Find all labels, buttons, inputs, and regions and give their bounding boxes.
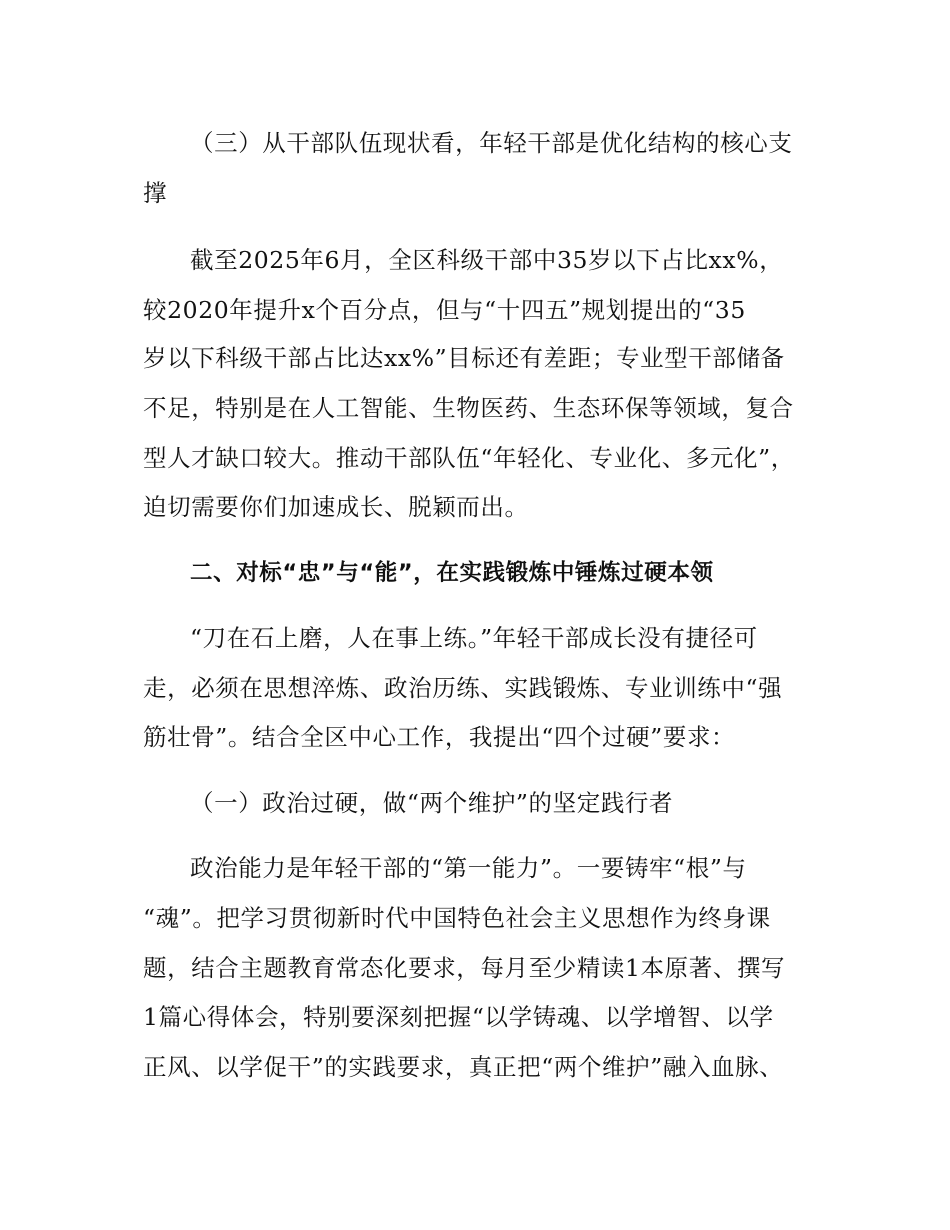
political-paragraph-line-5: 正风、以学促干”的实践要求，真正把“两个维护”融入血脉、 bbox=[143, 1053, 784, 1081]
status-paragraph-line-3: 岁以下科级干部占比达xx%”目标还有差距；专业型干部储备 bbox=[143, 344, 785, 372]
political-paragraph-line-4: 1篇心得体会，特别要深刻把握“以学铸魂、以学增智、以学 bbox=[143, 1003, 774, 1031]
subsection-1-heading: （一）政治过硬，做“两个维护”的坚定践行者 bbox=[190, 789, 674, 817]
political-paragraph-line-1: 政治能力是年轻干部的“第一能力”。一要铸牢“根”与 bbox=[190, 854, 747, 882]
political-paragraph-line-2: “魂”。把学习贯彻新时代中国特色社会主义思想作为终身课 bbox=[143, 904, 771, 932]
intro-paragraph-line-2: 走，必须在思想淬炼、政治历练、实践锻炼、专业训练中“强 bbox=[143, 674, 783, 702]
status-paragraph-line-5: 型人才缺口较大。推动干部队伍“年轻化、专业化、多元化”， bbox=[143, 444, 795, 472]
status-paragraph-line-2: 较2020年提升x个百分点，但与“十四五”规划提出的“35 bbox=[143, 296, 746, 324]
status-paragraph-line-4: 不足，特别是在人工智能、生物医药、生态环保等领域，复合 bbox=[143, 394, 794, 422]
section-3-heading-line-2: 撑 bbox=[143, 179, 168, 207]
intro-paragraph-line-3: 筋壮骨”。结合全区中心工作，我提出“四个过硬”要求： bbox=[143, 723, 736, 751]
status-paragraph-line-6: 迫切需要你们加速成长、脱颖而出。 bbox=[143, 493, 529, 521]
political-paragraph-line-3: 题，结合主题教育常态化要求，每月至少精读1本原著、撰写 bbox=[143, 954, 786, 982]
section-3-heading-line-1: （三）从干部队伍现状看，年轻干部是优化结构的核心支 bbox=[190, 129, 793, 157]
intro-paragraph-line-1: “刀在石上磨，人在事上练。”年轻干部成长没有捷径可 bbox=[190, 624, 758, 652]
status-paragraph-line-1: 截至2025年6月，全区科级干部中35岁以下占比xx%， bbox=[190, 246, 784, 274]
part-2-heading: 二、对标“忠”与“能”，在实践锻炼中锤炼过硬本领 bbox=[190, 560, 714, 586]
